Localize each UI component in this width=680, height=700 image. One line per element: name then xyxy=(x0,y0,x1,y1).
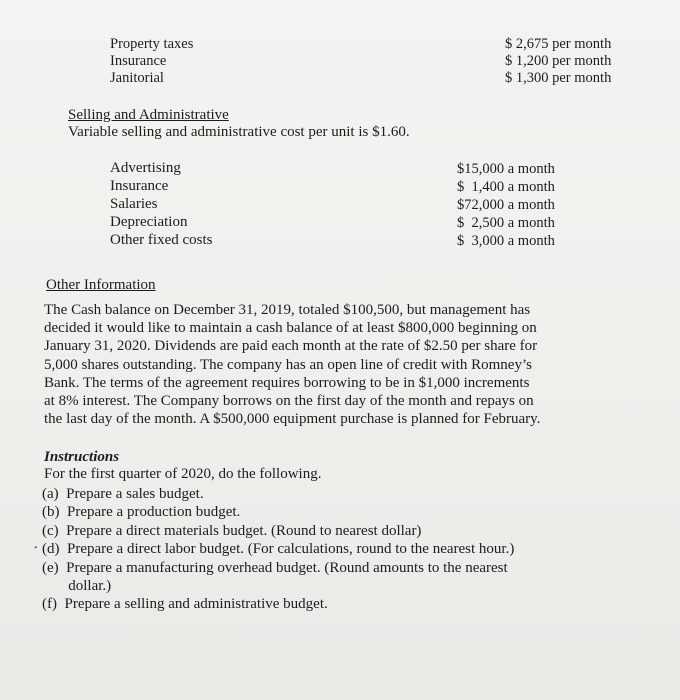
instruction-item: (a) Prepare a sales budget. xyxy=(42,486,204,502)
instruction-item: (b) Prepare a production budget. xyxy=(42,504,241,521)
selling-admin-label: Insurance xyxy=(110,178,169,194)
selling-admin-heading: Selling and Administrative xyxy=(68,107,229,123)
paragraph-line: The Cash balance on December 31, 2019, totaled $100,500, but management has xyxy=(44,302,531,318)
bullet-mark: • xyxy=(34,543,38,554)
paragraph-line: the last day of the month. A $500,000 equipment purchase is planned for February. xyxy=(44,411,541,428)
instruction-item: (e) Prepare a manufacturing overhead budget. (Round amounts to the nearest xyxy=(42,559,508,576)
overhead-label: Property taxes xyxy=(110,36,194,52)
selling-admin-amount: $ 2,500 a month xyxy=(457,215,555,231)
other-information-heading: Other Information xyxy=(46,277,156,293)
other-information-paragraph xyxy=(44,301,540,428)
selling-admin-amount: $ 1,400 a month xyxy=(457,179,555,195)
instructions-intro: For the first quarter of 2020, do the following. xyxy=(44,466,322,482)
selling-admin-amount: $72,000 a month xyxy=(457,197,555,213)
instruction-item: (d) Prepare a direct labor budget. (For calculations, round to the nearest hour.) xyxy=(42,541,515,558)
overhead-amount: $ 1,200 per month xyxy=(505,53,612,69)
selling-admin-label: Salaries xyxy=(110,196,158,212)
selling-admin-amount: $15,000 a month xyxy=(457,161,555,177)
selling-admin-label: Depreciation xyxy=(110,214,188,230)
paragraph-line: decided it would like to maintain a cash balance of at least $800,000 beginning on xyxy=(44,320,537,337)
selling-admin-label: Advertising xyxy=(110,160,181,176)
selling-admin-variable-cost: Variable selling and administrative cost per unit is $1.60. xyxy=(68,124,410,140)
overhead-amount: $ 1,300 per month xyxy=(505,70,612,86)
instruction-item: dollar.) xyxy=(42,578,112,595)
instruction-item: (f) Prepare a selling and administrative budget. xyxy=(42,596,328,613)
overhead-label: Janitorial xyxy=(110,70,164,86)
instruction-item: (c) Prepare a direct materials budget. (Round to nearest dollar) xyxy=(42,522,422,539)
instructions-heading: Instructions xyxy=(44,449,120,465)
overhead-amount: $ 2,675 per month xyxy=(505,36,612,52)
paragraph-line: Bank. The terms of the agreement requires borrowing to be in $1,000 increments xyxy=(44,374,530,391)
selling-admin-label: Other fixed costs xyxy=(110,232,213,248)
paragraph-line: at 8% interest. The Company borrows on the first day of the month and repays on xyxy=(44,393,534,410)
selling-admin-amount: $ 3,000 a month xyxy=(457,233,555,249)
paragraph-line: January 31, 2020. Dividends are paid each month at the rate of $2.50 per share for xyxy=(44,338,538,355)
overhead-label: Insurance xyxy=(110,53,167,69)
instructions-list xyxy=(42,485,514,614)
paragraph-line: 5,000 shares outstanding. The company has an open line of credit with Romney’s xyxy=(44,356,532,373)
